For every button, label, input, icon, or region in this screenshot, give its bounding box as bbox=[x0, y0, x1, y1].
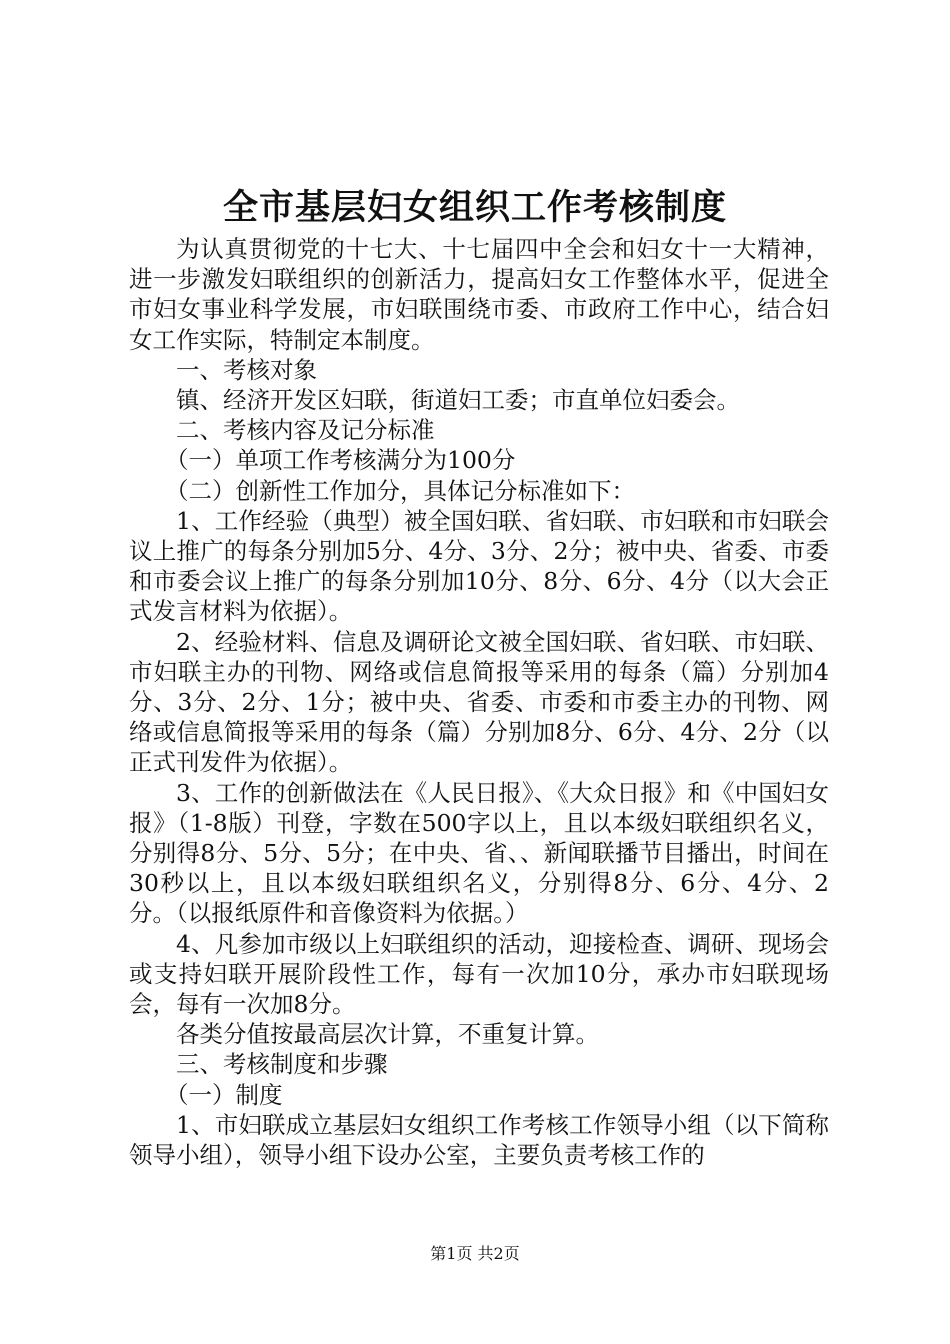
paragraph-targets: 镇、经济开发区妇联，街道妇工委；市直单位妇委会。 bbox=[176, 386, 740, 415]
subsection-heading-2: （二）创新性工作加分，具体记分标准如下： bbox=[165, 476, 635, 505]
section-heading-1: 一、考核对象 bbox=[176, 355, 317, 384]
section-heading-3: 三、考核制度和步骤 bbox=[176, 1050, 388, 1079]
page-number: 第1页 共2页 bbox=[430, 1244, 520, 1263]
section-heading-2: 二、考核内容及记分标准 bbox=[176, 416, 435, 445]
paragraph-item-1: 1、工作经验（典型）被全国妇联、省妇联、市妇联和市妇联会议上推广的每条分别加5分、4分、3分、2分；被中央、省委、市委和市委会议上推广的每条分别加10分、8分、6分、4分（以大会正式发言材料为依据）。 bbox=[129, 506, 829, 626]
paragraph-item-3: 3、工作的创新做法在《人民日报》、《大众日报》和《中国妇女报》（1-8版）刊登，字数在500字以上，且以本级妇联组织名义，分别得8分、5分、5分；在中央、省、、新闻联播节目播出，时间在30秒以上，且以本级妇联组织名义，分别得8分、6分、4分、2分。（以报纸原件和音像资料为依据。） bbox=[129, 778, 829, 928]
document-title: 全市基层妇女组织工作考核制度 bbox=[222, 188, 727, 228]
subsection-heading-1: （一）单项工作考核满分为100分 bbox=[165, 446, 516, 475]
document-body bbox=[129, 234, 829, 1170]
paragraph-item-4: 4、凡参加市级以上妇联组织的活动，迎接检查、调研、现场会或支持妇联开展阶段性工作，每有一次加10分，承办市妇联现场会，每有一次加8分。 bbox=[129, 929, 829, 1019]
paragraph-item-2: 2、经验材料、信息及调研论文被全国妇联、省妇联、市妇联、市妇联主办的刊物、网络或信息简报等采用的每条（篇）分别加4分、3分、2分、1分；被中央、省委、市委和市委主办的刊物、网络或信息简报等采用的每条（篇）分别加8分、6分、4分、2分（以正式刊发件为依据）。 bbox=[129, 627, 829, 777]
subsection-heading-3: （一）制度 bbox=[165, 1080, 283, 1109]
paragraph-system-1: 1、市妇联成立基层妇女组织工作考核工作领导小组（以下简称领导小组），领导小组下设办公室，主要负责考核工作的 bbox=[129, 1110, 829, 1170]
paragraph-intro: 为认真贯彻党的十七大、十七届四中全会和妇女十一大精神，进一步激发妇联组织的创新活力，提高妇女工作整体水平，促进全市妇女事业科学发展，市妇联围绕市委、市政府工作中心，结合妇女工作实际，特制定本制度。 bbox=[129, 235, 829, 354]
paragraph-note: 各类分值按最高层次计算，不重复计算。 bbox=[176, 1020, 599, 1049]
